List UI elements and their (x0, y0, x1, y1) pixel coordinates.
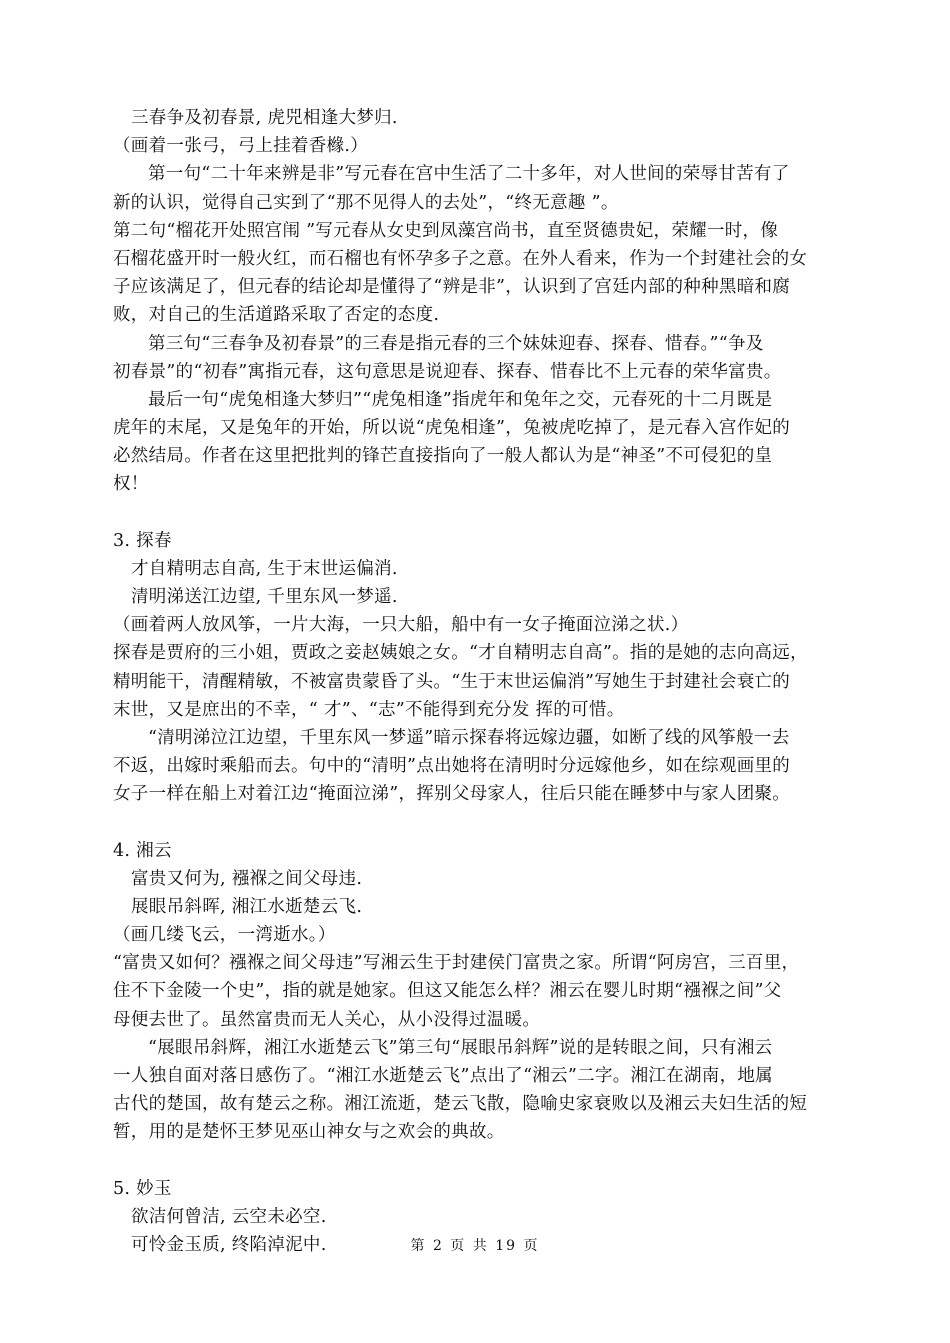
page-footer: 第 2 页 共 19 页 (410, 1238, 540, 1254)
poem-line: 可怜金玉质, 终陷淖泥中. (131, 1234, 327, 1255)
picture-note: （画几缕飞云，一湾逝水。） (113, 925, 336, 946)
section-gap (113, 499, 863, 527)
section-heading-tanchun: 3. 探春 (113, 530, 172, 551)
paragraph-line: 精明能干，清醒精敏，不被富贵蒙昏了头。“生于末世运偏消”写她生于封建社会衰亡的 (113, 671, 791, 692)
paragraph-line: 虎年的末尾，又是兔年的开始，所以说“虎兔相逢”，兔被虎吃掉了，是元春入宫作妃的 (113, 418, 791, 439)
paragraph-line: 权！ (113, 474, 149, 495)
document-page (113, 104, 863, 1259)
paragraph-line: “富贵又如何？襁褓之间父母违”写湘云生于封建侯门富贵之家。所谓“阿房宫，三百里， (113, 953, 800, 974)
paragraph-line: 一人独自面对落日感伤了。“湘江水逝楚云飞”点出了“湘云”二字。湘江在湖南，地属 (113, 1066, 773, 1086)
section-heading-xiangyun: 4. 湘云 (113, 840, 172, 861)
paragraph-line: 最后一句“虎兔相逢大梦归”“虎兔相逢”指虎年和兔年之交，元春死的十二月既是 (148, 389, 773, 410)
paragraph-line: 第二句“榴花开处照宫闱 ”写元春从女史到凤藻宫尚书，直至贤德贵妃，荣耀一时，像 (113, 220, 779, 241)
paragraph-line: 不返，出嫁时乘船而去。句中的“清明”点出她将在清明时分远嫁他乡，如在综观画里的 (113, 756, 791, 777)
paragraph-line: 女子一样在船上对着江边“掩面泣涕”，挥别父母家人，往后只能在睡梦中与家人团聚。 (113, 784, 791, 805)
paragraph-line: 暂，用的是楚怀王梦见巫山神女与之欢会的典故。 (113, 1122, 505, 1143)
section-heading-miaoyu: 5. 妙玉 (113, 1178, 172, 1199)
section-gap (113, 809, 863, 837)
paragraph-line: 子应该满足了，但元春的结论却是懂得了“辨是非”，认识到了宫廷内部的种种黑暗和腐 (113, 277, 791, 298)
paragraph-line: 石榴花盛开时一般火红，而石榴也有怀孕多子之意。在外人看来，作为一个封建社会的女 (113, 248, 808, 269)
paragraph-line: 第三句“三春争及初春景”的三春是指元春的三个妹妹迎春、探春、惜春。”“争及 (148, 333, 764, 354)
paragraph-line: 末世，又是庶出的不幸，“ 才”、“志”不能得到充分发 挥的可惜。 (113, 699, 625, 720)
paragraph-line: 败，对自己的生活道路采取了否定的态度. (113, 305, 440, 326)
paragraph-line: “展眼吊斜辉，湘江水逝楚云飞”第三句“展眼吊斜辉”说的是转眼之间，只有湘云 (148, 1037, 773, 1058)
paragraph-line: 母便去世了。虽然富贵而无人关心，从小没得过温暖。 (113, 1009, 541, 1030)
paragraph-line: 古代的楚国，故有楚云之称。湘江流逝，楚云飞散，隐喻史家衰败以及湘云夫妇生活的短 (113, 1094, 808, 1115)
picture-note: （画着一张弓，弓上挂着香橼.） (113, 136, 369, 157)
poem-line: 才自精明志自高, 生于末世运偏消. (131, 558, 398, 579)
paragraph-line: 新的认识，觉得自己实到了“那不见得人的去处”，“终无意趣 ”。 (113, 192, 619, 213)
poem-line: 展眼吊斜晖, 湘江水逝楚云飞. (131, 896, 363, 917)
poem-line: 清明涕送江边望, 千里东风一梦遥. (131, 587, 398, 607)
paragraph-line: 探春是贾府的三小姐，贾政之妾赵姨娘之女。“才自精明志自高”。指的是她的志向高远， (113, 643, 808, 664)
paragraph-line: “清明涕泣江边望，千里东风一梦遥”暗示探春将远嫁边疆，如断了线的风筝般一去 (148, 727, 790, 748)
picture-note: （画着两人放风筝，一片大海，一只大船，船中有一女子掩面泣涕之状.） (113, 615, 689, 636)
poem-line: 欲洁何曾洁, 云空未必空. (131, 1206, 327, 1227)
paragraph-line: 初春景”的“初春”寓指元春，这句意思是说迎春、探春、惜春比不上元春的荣华富贵。 (113, 361, 782, 382)
paragraph-line: 必然结局。作者在这里把批判的锋芒直接指向了一般人都认为是“神圣”不可侵犯的皇 (113, 446, 773, 467)
paragraph-line: 第一句“二十年来辨是非”写元春在宫中生活了二十多年，对人世间的荣辱甘苦有了 (148, 164, 790, 185)
section-gap (113, 1147, 863, 1175)
paragraph-line: 住不下金陵一个史”，指的就是她家。但这又能怎么样？湘云在婴儿时期“襁褓之间”父 (113, 981, 782, 1002)
poem-line: 富贵又何为, 襁褓之间父母违. (131, 868, 363, 889)
poem-line: 三春争及初春景, 虎兕相逢大梦归. (131, 108, 398, 128)
